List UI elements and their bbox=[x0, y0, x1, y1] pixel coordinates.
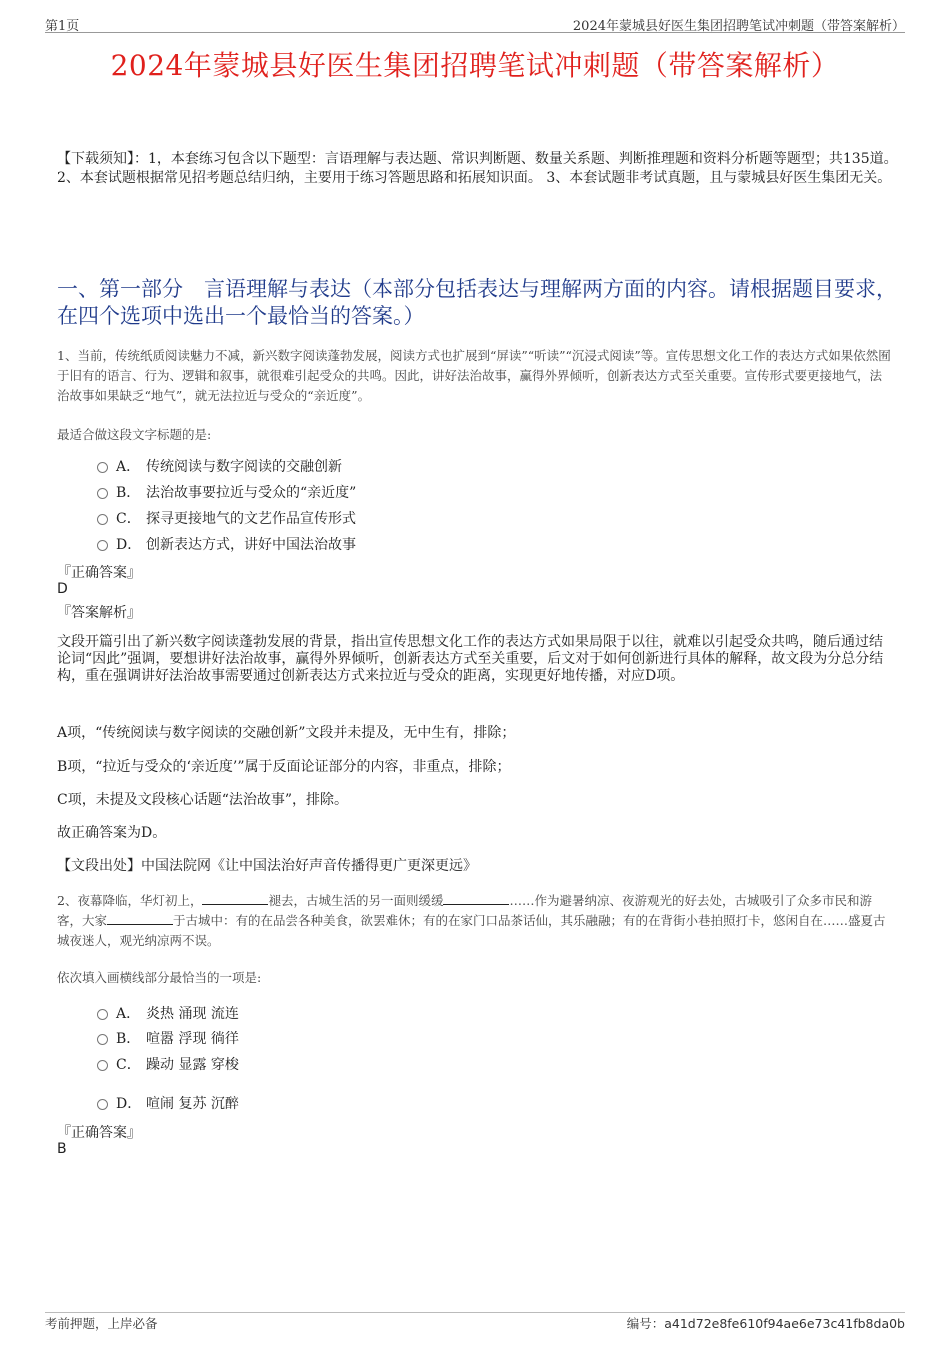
question-1-option-d[interactable] bbox=[97, 534, 356, 554]
radio-icon[interactable] bbox=[97, 488, 108, 499]
radio-icon[interactable] bbox=[97, 462, 108, 473]
option-text: 探寻更接地气的文艺作品宣传形式 bbox=[146, 511, 356, 527]
radio-icon[interactable] bbox=[97, 1034, 108, 1045]
question-1-option-c[interactable] bbox=[97, 508, 356, 528]
question-1-analysis: 文段开篇引出了新兴数字阅读蓬勃发展的背景，指出宣传思想文化工作的表达方式如果局限于以往，就难以引起受众共鸣，随后通过结论词“因此”强调，要想讲好法治故事，赢得外界倾听，创新表达方式至关重要，后文对于如何创新进行具体的解释，故文段为分总分结构，重在强调讲好法治故事需要通过创新表达方式来拉近与受众的距离，实现更好地传播，对应D项。 bbox=[57, 634, 884, 684]
question-1-option-a[interactable] bbox=[97, 456, 342, 476]
footer-code-label: 编号： bbox=[626, 1316, 665, 1331]
question-2-prompt: 依次填入画横线部分最恰当的一项是: bbox=[57, 970, 262, 985]
page-number: 第1页 bbox=[45, 19, 80, 34]
question-1-conclusion: 故正确答案为D。 bbox=[57, 825, 167, 841]
fill-blank bbox=[202, 892, 268, 905]
option-text: 躁动 显露 穿梭 bbox=[146, 1057, 239, 1073]
option-letter: B． bbox=[116, 1031, 141, 1047]
footer-code bbox=[627, 1314, 905, 1332]
radio-icon[interactable] bbox=[97, 1009, 108, 1020]
question-2-option-b[interactable] bbox=[97, 1028, 239, 1048]
question-1-source: 【文段出处】中国法院网《让中国法治好声音传播得更广更深更远》 bbox=[57, 858, 477, 874]
radio-icon[interactable] bbox=[97, 540, 108, 551]
option-text: 法治故事要拉近与受众的“亲近度” bbox=[146, 485, 357, 501]
footer-slogan: 考前押题，上岸必备 bbox=[45, 1316, 158, 1331]
option-letter: A． bbox=[116, 459, 141, 475]
question-2-text bbox=[57, 891, 892, 951]
question-2-option-c[interactable] bbox=[97, 1054, 239, 1074]
option-text: 传统阅读与数字阅读的交融创新 bbox=[146, 459, 342, 475]
question-1-note-c: C项，未提及文段核心话题“法治故事”，排除。 bbox=[57, 792, 349, 808]
option-letter: D． bbox=[116, 1096, 142, 1112]
question-2-text-part: 2、夜幕降临，华灯初上， bbox=[57, 893, 203, 908]
option-text: 喧嚣 浮现 徜徉 bbox=[146, 1031, 239, 1047]
question-2-answer-label: 『正确答案』 bbox=[57, 1125, 141, 1141]
question-1-analysis-label: 『答案解析』 bbox=[57, 605, 141, 621]
option-text: 喧闹 复苏 沉醉 bbox=[146, 1096, 239, 1112]
option-letter: B． bbox=[116, 485, 141, 501]
question-1-option-b[interactable] bbox=[97, 482, 356, 502]
section-title: 一、第一部分 言语理解与表达（本部分包括表达与理解两方面的内容。请根据题目要求，在四个选项中选出一个最恰当的答案。） bbox=[57, 277, 897, 328]
footer-divider bbox=[45, 1312, 905, 1313]
radio-icon[interactable] bbox=[97, 1099, 108, 1110]
header-doc-title: 2024年蒙城县好医生集团招聘笔试冲刺题（带答案解析） bbox=[572, 19, 905, 34]
question-1-prompt: 最适合做这段文字标题的是: bbox=[57, 427, 212, 442]
question-2-answer: B bbox=[57, 1141, 67, 1157]
question-1-text: 1、当前，传统纸质阅读魅力不减，新兴数字阅读蓬勃发展，阅读方式也扩展到“屏读”“听读”“沉浸式阅读”等。宣传思想文化工作的表达方式如果依然囿于旧有的语言、行为、逻辑和叙事，就很难引起受众的共鸣。因此，讲好法治故事，赢得外界倾听，创新表达方式至关重要。宣传形式要更接地气，法治故事如果缺乏“地气”，就无法拉近与受众的“亲近度”。 bbox=[57, 348, 891, 403]
radio-icon[interactable] bbox=[97, 1060, 108, 1071]
question-2-option-d[interactable] bbox=[97, 1093, 239, 1113]
document-title: 2024年蒙城县好医生集团招聘笔试冲刺题（带答案解析） bbox=[110, 49, 840, 82]
radio-icon[interactable] bbox=[97, 514, 108, 525]
question-1-answer: D bbox=[57, 581, 68, 597]
download-notice: 【下载须知】：1，本套练习包含以下题型：言语理解与表达题、常识判断题、数量关系题、判断推理题和资料分析题等题型；共135道。 2、本套试题根据常见招考题总结归纳，主要用于练习答题思路和拓展知识面。 3、本套试题非考试真题，且与蒙城县好医生集团无关。 bbox=[57, 151, 898, 186]
header-divider bbox=[45, 32, 905, 33]
option-text: 炎热 涌现 流连 bbox=[146, 1006, 239, 1022]
question-2-text-part: 于古城中：有的在品尝各种美食，欲罢难休；有的在家门口品茶话仙，其乐融融；有的在背街小巷拍照打卡，悠闲自在……盛夏古城夜迷人，观光纳凉两不误。 bbox=[57, 913, 886, 948]
footer-code-value: a41d72e8fe610f94ae6e73c41fb8da0b bbox=[664, 1316, 905, 1331]
question-2-text-part: ……作为避暑纳凉、夜游观光的好去处，古城吸引了众多市民和游客，大家 bbox=[57, 893, 872, 928]
option-text: 创新表达方式，讲好中国法治故事 bbox=[146, 537, 356, 553]
option-letter: A． bbox=[116, 1006, 141, 1022]
option-letter: D． bbox=[116, 537, 142, 553]
question-1-note-a: A项，“传统阅读与数字阅读的交融创新”文段并未提及，无中生有，排除； bbox=[57, 725, 516, 741]
option-letter: C． bbox=[116, 511, 141, 527]
question-1-note-b: B项，“拉近与受众的‘亲近度’”属于反面论证部分的内容，非重点，排除； bbox=[57, 759, 511, 775]
question-2-option-a[interactable] bbox=[97, 1003, 239, 1023]
question-1-answer-label: 『正确答案』 bbox=[57, 565, 141, 581]
option-letter: C． bbox=[116, 1057, 141, 1073]
fill-blank bbox=[107, 912, 173, 925]
fill-blank bbox=[443, 892, 509, 905]
question-2-text-part: 褪去，古城生活的另一面则缓缓 bbox=[268, 893, 444, 908]
